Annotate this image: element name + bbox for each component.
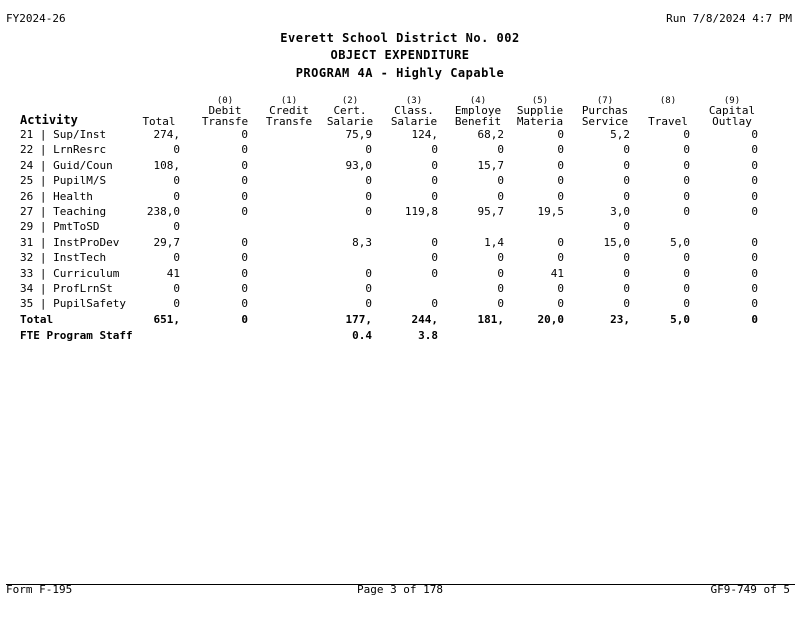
table-row-cell: 15,0 bbox=[603, 235, 630, 249]
table-row-activity: 34 | ProfLrnSt bbox=[20, 282, 113, 295]
table-row-cell: 0 bbox=[683, 174, 690, 188]
table-row-cell: 0 bbox=[431, 235, 438, 249]
table-row-cell: 0 bbox=[241, 282, 248, 295]
table-row-cell: 0 bbox=[173, 189, 180, 203]
table-row-cell: 0 bbox=[241, 297, 248, 311]
table-row-cell: 0 bbox=[241, 251, 248, 265]
table-row-cell: 119,8 bbox=[404, 205, 438, 218]
table-row-cell: 0 bbox=[557, 158, 564, 172]
table-row-activity: 26 | Health bbox=[20, 189, 93, 203]
table-row-cell: 0 bbox=[751, 174, 758, 188]
table-row-activity: 22 | LrnResrc bbox=[20, 143, 107, 157]
col-header-line2: Materia bbox=[516, 115, 564, 128]
table-row-cell: 0 bbox=[683, 128, 690, 141]
table-row-cell: 0 bbox=[497, 282, 504, 295]
table-row-cell: 0 bbox=[751, 128, 758, 141]
table-row-cell: 0 bbox=[241, 128, 248, 141]
table-row-cell: 0 bbox=[365, 174, 372, 188]
table-row-cell: 0 bbox=[751, 266, 758, 280]
col-header-line1: Supplie bbox=[516, 104, 564, 117]
table-row-cell: 0 bbox=[497, 174, 504, 188]
table-row-cell: 0 bbox=[241, 266, 248, 280]
col-header-num: (7) bbox=[596, 96, 614, 106]
table-row-cell: 0 bbox=[365, 189, 372, 203]
table-row-cell: 0 bbox=[241, 143, 248, 157]
table-row-cell: 0 bbox=[241, 235, 248, 249]
table-row-cell: 0 bbox=[497, 266, 504, 280]
table-row-cell: 0 bbox=[623, 266, 630, 280]
col-header-line2: Outlay bbox=[712, 115, 752, 128]
table-row-cell: 5,0 bbox=[670, 235, 690, 249]
col-header-line2: Travel bbox=[648, 115, 688, 128]
table-row-activity: 31 | InstProDev bbox=[20, 235, 120, 249]
col-header-line1: Purchas bbox=[581, 104, 629, 117]
total-row-cell: 0 bbox=[751, 312, 758, 326]
table-row-cell: 0 bbox=[365, 143, 372, 157]
table-row-cell: 0 bbox=[557, 297, 564, 311]
col-header-num: (9) bbox=[723, 96, 741, 106]
table-row-cell: 0 bbox=[557, 282, 564, 295]
table-row-activity: 33 | Curriculum bbox=[20, 266, 120, 280]
table-row-cell: 0 bbox=[365, 297, 372, 311]
table-row-cell: 0 bbox=[751, 143, 758, 157]
col-header-num: (3) bbox=[405, 96, 423, 106]
table-row-cell: 0 bbox=[241, 174, 248, 188]
table-row-cell: 0 bbox=[683, 251, 690, 265]
col-header-num: (2) bbox=[341, 96, 359, 106]
table-row-cell: 0 bbox=[431, 251, 438, 265]
table-row-activity: 32 | InstTech bbox=[20, 251, 107, 265]
table-row-cell: 0 bbox=[683, 143, 690, 157]
col-header-num: (4) bbox=[469, 96, 487, 106]
table-row-cell: 75,9 bbox=[345, 128, 372, 141]
total-row-cell: 0 bbox=[241, 312, 248, 326]
total-row-cell: 5,0 bbox=[670, 312, 690, 326]
table-row-cell: 0 bbox=[623, 189, 630, 203]
table-row-cell: 1,4 bbox=[484, 235, 504, 249]
table-row-cell: 0 bbox=[557, 143, 564, 157]
table-row-cell: 68,2 bbox=[477, 128, 504, 141]
table-row-cell: 0 bbox=[173, 251, 180, 265]
fte-row-activity: FTE Program Staff bbox=[20, 329, 133, 343]
table-row-cell: 19,5 bbox=[537, 205, 564, 218]
col-header-line2: Salarie bbox=[390, 115, 438, 128]
table-row-cell: 0 bbox=[751, 297, 758, 311]
col-header-line2: Total bbox=[142, 115, 176, 128]
fte-row-cell: 3.8 bbox=[418, 329, 438, 343]
col-header-line1: Capital bbox=[708, 104, 756, 117]
table-row-cell: 0 bbox=[241, 158, 248, 172]
col-header-line1: Debit bbox=[208, 104, 242, 117]
fiscal-year: FY2024-26 bbox=[6, 12, 66, 25]
table-row-cell: 0 bbox=[557, 128, 564, 141]
run-info: Run 7/8/2024 4:7 PM bbox=[666, 12, 792, 25]
col-header-line1: Class. bbox=[394, 104, 434, 117]
table-row-activity: 29 | PmtToSD bbox=[20, 220, 100, 234]
table-row-cell: 93,0 bbox=[345, 158, 372, 172]
total-row-cell: 23, bbox=[610, 312, 630, 326]
col-header-line1: Employe bbox=[454, 104, 502, 117]
table-row-activity: 24 | Guid/Coun bbox=[20, 158, 113, 172]
total-row-cell: 177, bbox=[345, 312, 372, 326]
table-row-cell: 0 bbox=[497, 251, 504, 265]
table-row-cell: 0 bbox=[557, 174, 564, 188]
total-row-cell: 244, bbox=[411, 312, 438, 326]
table-row-cell: 0 bbox=[431, 297, 438, 311]
col-header-line1: Cert. bbox=[333, 104, 367, 117]
col-header-num: (0) bbox=[216, 96, 234, 106]
table-row-cell: 108, bbox=[153, 158, 180, 172]
table-row-cell: 274, bbox=[153, 128, 180, 141]
table-row-cell: 0 bbox=[751, 158, 758, 172]
table-row-cell: 0 bbox=[431, 174, 438, 188]
table-row-cell: 0 bbox=[683, 266, 690, 280]
table-row-cell: 0 bbox=[623, 174, 630, 188]
col-header-line2: Salarie bbox=[326, 115, 374, 128]
col-header-activity: Activity bbox=[20, 113, 78, 127]
table-row-cell: 95,7 bbox=[477, 205, 504, 218]
table-row-cell: 8,3 bbox=[352, 235, 372, 249]
table-row-activity: 25 | PupilM/S bbox=[20, 174, 107, 188]
total-row-activity: Total bbox=[20, 312, 54, 326]
table-row-cell: 0 bbox=[241, 205, 248, 218]
table-row-cell: 0 bbox=[241, 189, 248, 203]
table-row-cell: 0 bbox=[365, 266, 372, 280]
table-row-cell: 0 bbox=[683, 297, 690, 311]
table-row-cell: 0 bbox=[751, 282, 758, 295]
table-row-cell: 41 bbox=[550, 266, 564, 280]
table-row-cell: 0 bbox=[751, 189, 758, 203]
total-row-cell: 20,0 bbox=[537, 312, 564, 326]
col-header-line2: Benefit bbox=[454, 115, 502, 128]
table-row-cell: 0 bbox=[623, 297, 630, 311]
table-row-cell: 0 bbox=[751, 205, 758, 218]
table-row-cell: 0 bbox=[557, 189, 564, 203]
table-row-cell: 0 bbox=[365, 282, 372, 295]
table-row-cell: 0 bbox=[497, 143, 504, 157]
table-row-cell: 0 bbox=[173, 143, 180, 157]
form-number: Form F-195 bbox=[6, 583, 73, 596]
col-header-line2: Transfe bbox=[201, 115, 249, 128]
col-header-num: (5) bbox=[531, 96, 549, 106]
table-row-cell: 0 bbox=[497, 189, 504, 203]
table-row-cell: 0 bbox=[173, 297, 180, 311]
form-code: GF9-749 of 5 bbox=[710, 583, 790, 596]
col-header-line1: Credit bbox=[269, 104, 309, 117]
col-header-num: (1) bbox=[280, 96, 298, 106]
table-row-cell: 5,2 bbox=[610, 128, 630, 141]
table-row-activity: 21 | Sup/Inst bbox=[20, 128, 107, 141]
table-row-cell: 0 bbox=[623, 282, 630, 295]
table-row-cell: 0 bbox=[683, 189, 690, 203]
table-row-cell: 124, bbox=[411, 128, 438, 141]
table-row-cell: 0 bbox=[431, 189, 438, 203]
page-number: Page 3 of 178 bbox=[356, 583, 444, 596]
table-row-cell: 0 bbox=[431, 143, 438, 157]
table-row-cell: 0 bbox=[173, 220, 180, 234]
table-row-cell: 0 bbox=[751, 251, 758, 265]
table-row-cell: 0 bbox=[623, 158, 630, 172]
col-header-line2: Transfe bbox=[265, 115, 313, 128]
table-row-cell: 0 bbox=[173, 282, 180, 295]
table-row-activity: 35 | PupilSafety bbox=[20, 297, 126, 311]
program-title: PROGRAM 4A - Highly Capable bbox=[295, 66, 505, 80]
table-row-cell: 29,7 bbox=[153, 235, 180, 249]
table-row-cell: 0 bbox=[431, 158, 438, 172]
col-header-num: (8) bbox=[659, 96, 677, 106]
table-row-cell: 0 bbox=[623, 143, 630, 157]
table-row-cell: 0 bbox=[751, 235, 758, 249]
table-row-cell: 0 bbox=[365, 205, 372, 218]
total-row-cell: 181, bbox=[477, 312, 504, 326]
table-row-cell: 0 bbox=[623, 220, 630, 234]
table-row-cell: 238,0 bbox=[146, 205, 180, 218]
fte-row-cell: 0.4 bbox=[352, 329, 372, 343]
table-row-cell: 41 bbox=[166, 266, 180, 280]
table-row-cell: 0 bbox=[557, 235, 564, 249]
district-name: Everett School District No. 002 bbox=[280, 31, 520, 45]
table-row-cell: 0 bbox=[431, 266, 438, 280]
table-row-activity: 27 | Teaching bbox=[20, 205, 107, 218]
table-row-cell: 0 bbox=[173, 174, 180, 188]
report-title: OBJECT EXPENDITURE bbox=[330, 48, 470, 62]
table-row-cell: 0 bbox=[557, 251, 564, 265]
table-row-cell: 0 bbox=[683, 158, 690, 172]
table-row-cell: 0 bbox=[497, 297, 504, 311]
table-row-cell: 0 bbox=[683, 205, 690, 218]
total-row-cell: 651, bbox=[153, 312, 180, 326]
table-row-cell: 15,7 bbox=[477, 158, 504, 172]
table-row-cell: 0 bbox=[623, 251, 630, 265]
table-row-cell: 0 bbox=[683, 282, 690, 295]
table-row-cell: 3,0 bbox=[610, 205, 630, 218]
col-header-line2: Service bbox=[581, 115, 629, 128]
